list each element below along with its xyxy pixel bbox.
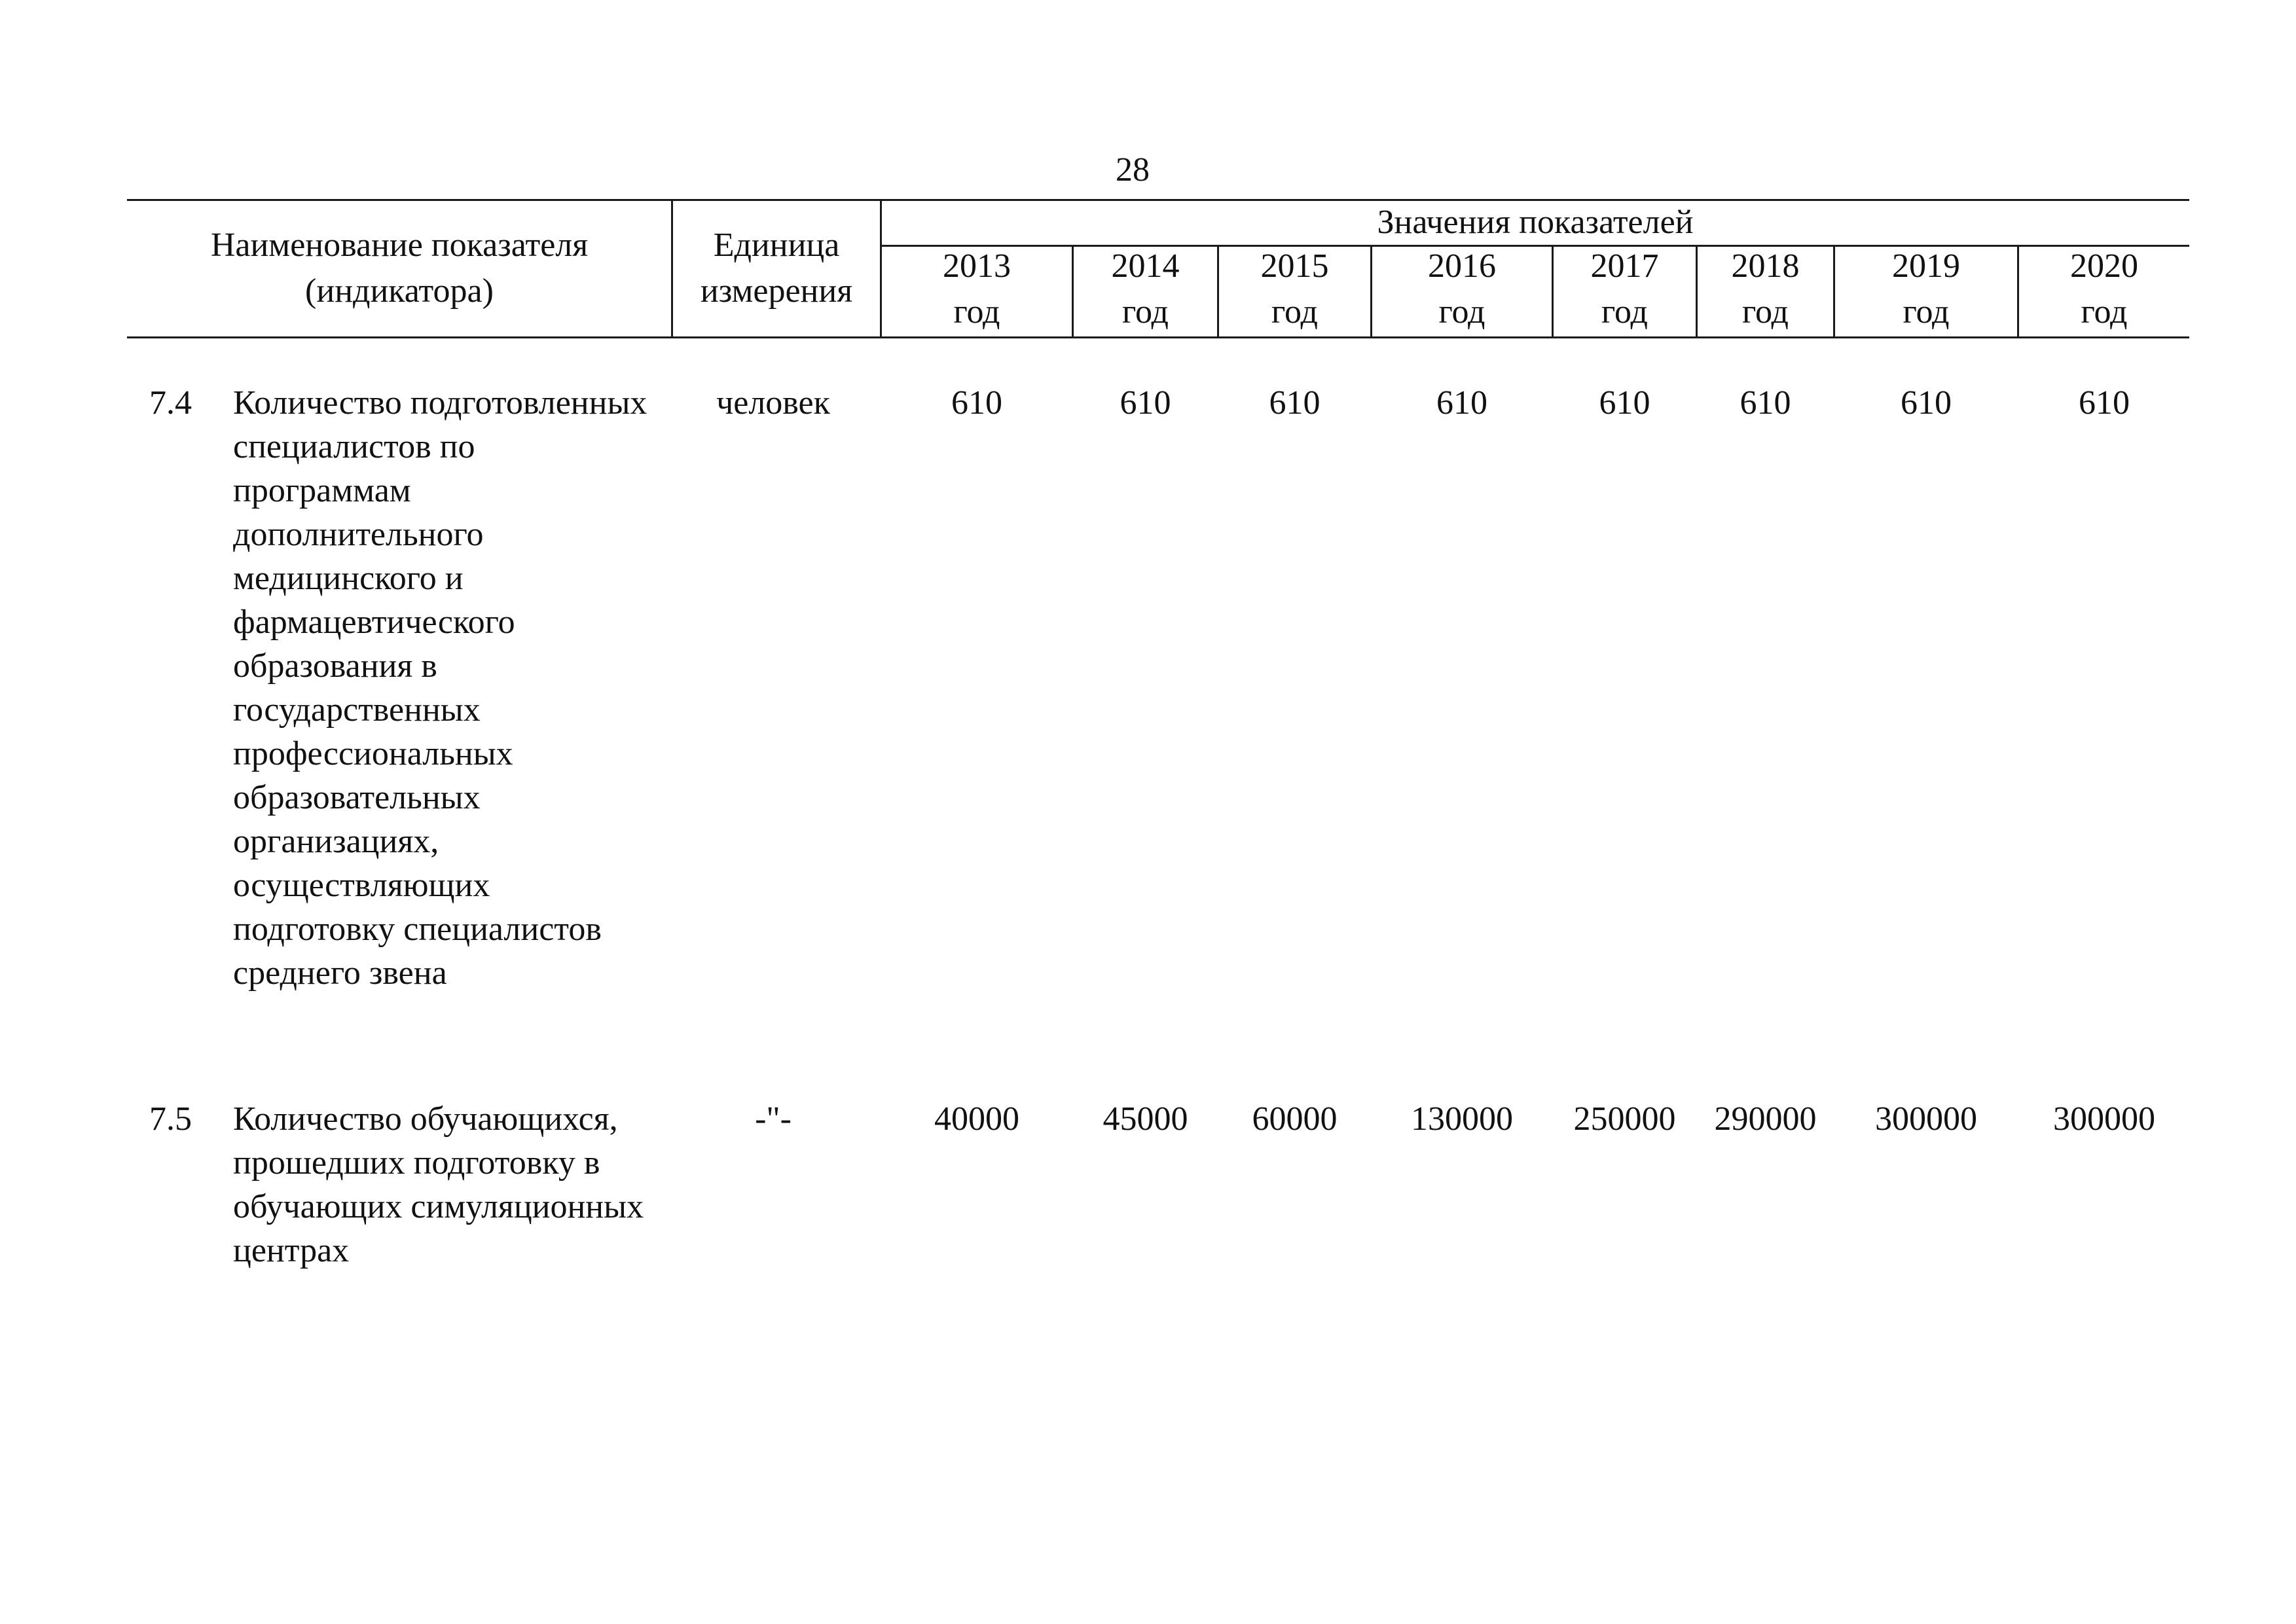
header-bottom-rule <box>127 336 2189 338</box>
year-suffix: год <box>1601 293 1648 331</box>
page-number: 28 <box>1116 151 1150 189</box>
row-value-2020: 610 <box>2079 384 2130 422</box>
header-indicator-name: Наименование показателя (индикатора) <box>210 226 589 310</box>
row-value-2016: 610 <box>1436 384 1487 422</box>
row-value-2013: 610 <box>951 384 1002 422</box>
header-divider-name-unit <box>671 199 673 338</box>
year-label: 2015 <box>1260 247 1329 285</box>
year-suffix: год <box>2081 293 2128 331</box>
year-label: 2017 <box>1590 247 1659 285</box>
year-suffix: год <box>1742 293 1789 331</box>
header-year-2013 <box>882 244 1072 335</box>
row-value-2015: 60000 <box>1252 1100 1338 1138</box>
header-year-2016 <box>1372 244 1552 335</box>
row-value-2020: 300000 <box>2053 1100 2155 1138</box>
year-suffix: год <box>1271 293 1318 331</box>
row-number: 7.4 <box>149 384 192 422</box>
header-year-2018 <box>1698 244 1833 335</box>
row-value-2015: 610 <box>1269 384 1321 422</box>
header-unit: Единица измерения <box>700 226 853 310</box>
year-label: 2016 <box>1428 247 1496 285</box>
year-suffix: год <box>1122 293 1169 331</box>
year-label: 2014 <box>1111 247 1180 285</box>
row-value-2016: 130000 <box>1411 1100 1513 1138</box>
year-label: 2013 <box>943 247 1011 285</box>
header-year-2014 <box>1074 244 1217 335</box>
row-value-2018: 610 <box>1740 384 1791 422</box>
row-indicator-name: Количество подготовленных специалистов по программам дополнительного медицинского и фармацевтического образования в государственных профессиональных образовательных организациях, осуществляющих подготовку специалистов среднего звена <box>233 384 647 992</box>
row-number: 7.5 <box>149 1100 192 1138</box>
header-values-title: Значения показателей <box>1377 204 1694 241</box>
year-suffix: год <box>1903 293 1950 331</box>
row-indicator-name: Количество обучающихся, прошедших подготовку в обучающих симуляционных центрах <box>233 1100 644 1269</box>
row-value-2013: 40000 <box>934 1100 1019 1138</box>
header-year-2017 <box>1554 244 1696 335</box>
year-suffix: год <box>953 293 1000 331</box>
year-label: 2019 <box>1892 247 1960 285</box>
row-value-2018: 290000 <box>1714 1100 1817 1138</box>
row-value-2019: 300000 <box>1875 1100 1977 1138</box>
row-value-2014: 610 <box>1120 384 1171 422</box>
header-year-2015 <box>1219 244 1370 335</box>
row-unit: человек <box>716 384 830 422</box>
row-value-2019: 610 <box>1901 384 1952 422</box>
header-year-2019 <box>1835 244 2017 335</box>
row-unit: -"- <box>755 1100 792 1138</box>
row-value-2017: 250000 <box>1573 1100 1676 1138</box>
row-value-2017: 610 <box>1599 384 1650 422</box>
row-value-2014: 45000 <box>1102 1100 1188 1138</box>
header-year-2020 <box>2019 244 2189 335</box>
year-label: 2020 <box>2070 247 2138 285</box>
year-label: 2018 <box>1731 247 1800 285</box>
year-suffix: год <box>1438 293 1485 331</box>
